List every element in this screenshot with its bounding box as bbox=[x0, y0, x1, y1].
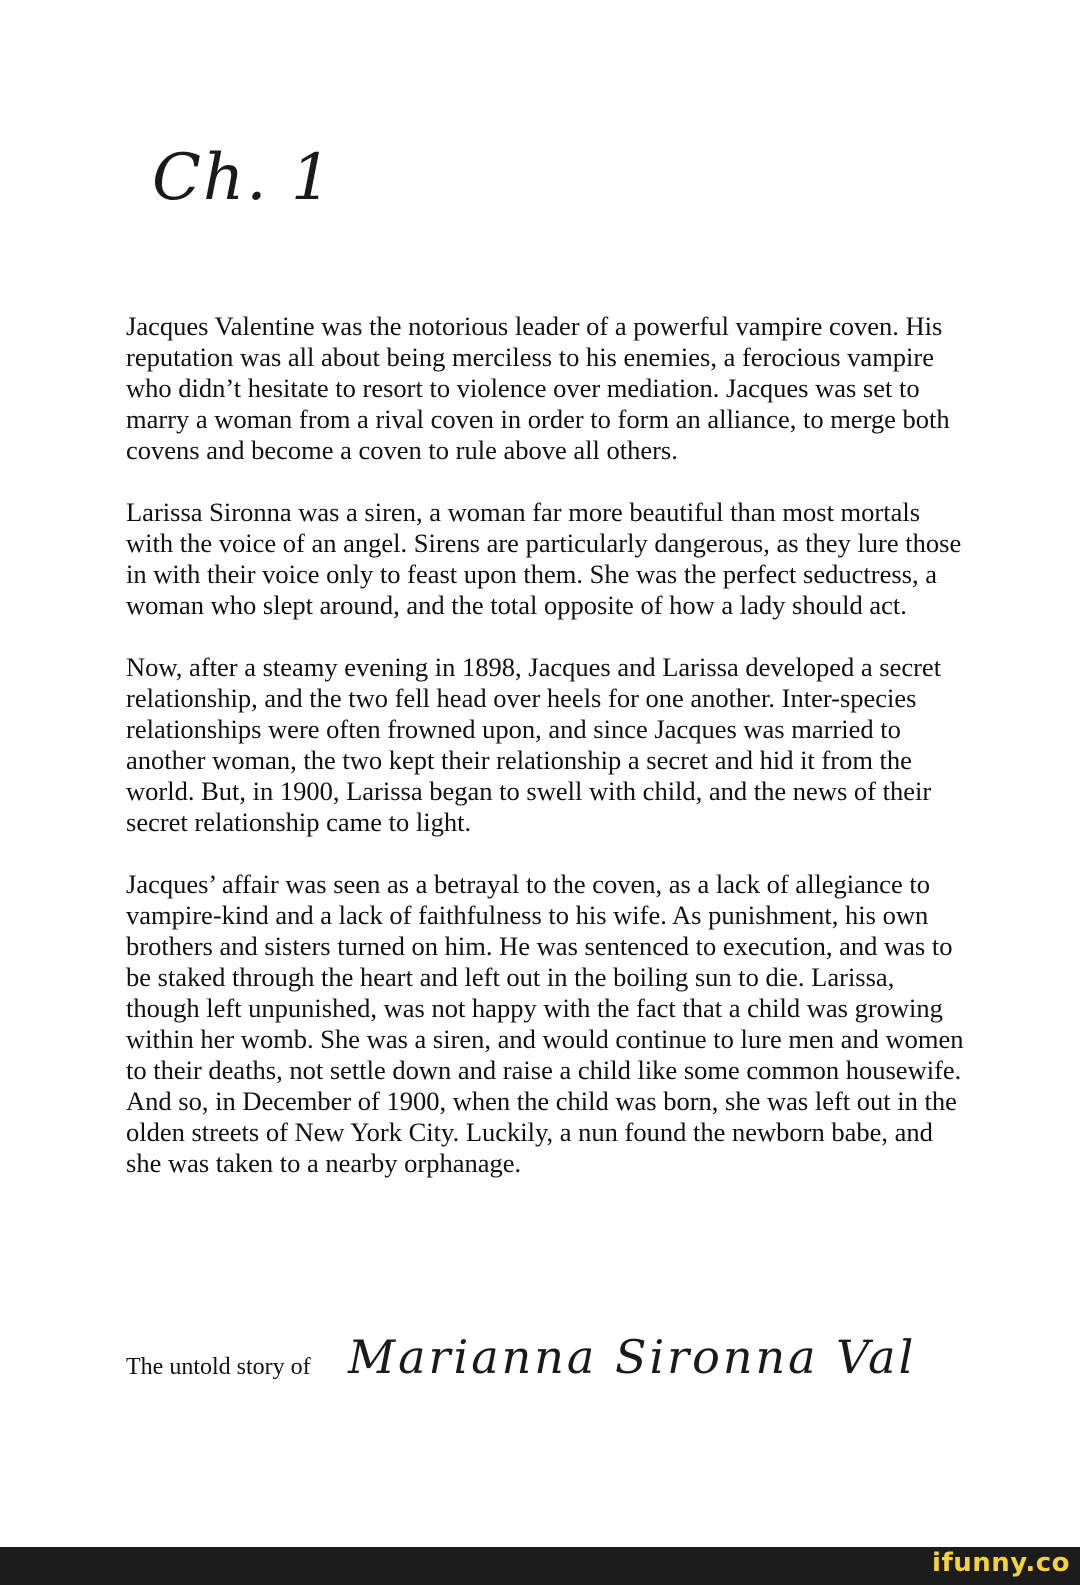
paragraph-3: Now, after a steamy evening in 1898, Jacques and Larissa developed a secret relationship, and the two fell head over heels for one another. Inter-species relationships were often frowned upon, and since Jacques was married to another woman, the two kept their relationship a secret and hid it from the world. But, in 1900, Larissa began to swell with child, and the news of their secret relationship came to light. bbox=[126, 652, 942, 837]
watermark-logo: ifunny.co bbox=[932, 1548, 1070, 1578]
paragraph-1: Jacques Valentine was the notorious leader of a powerful vampire coven. His reputation was all about being merciless to his enemies, a ferocious vampire who didn’t hesitate to resort to violence over mediation. Jacques was set to marry a woman from a rival coven in order to form an alliance, to merge both covens and become a coven to rule above all others. bbox=[126, 311, 950, 465]
story-body bbox=[126, 311, 966, 1210]
signature-name: Marianna Sironna Val bbox=[348, 1330, 917, 1384]
paragraph-4: Jacques’ affair was seen as a betrayal to the coven, as a lack of allegiance to vampire-kind and a lack of faithfulness to his wife. As punishment, his own brothers and sisters turned on him. He was sentenced to execution, and was to be staked through the heart and left out in the boiling sun to die. Larissa, though left unpunished, was not happy with the fact that a child was growing within her womb. She was a siren, and would continue to lure men and women to their deaths, not settle down and raise a child like some common housewife. And so, in December of 1900, when the child was born, she was left out in the olden streets of New York City. Luckily, a nun found the newborn babe, and she was taken to a nearby orphanage. bbox=[126, 869, 964, 1178]
chapter-heading-text: Ch. 1 bbox=[152, 141, 334, 215]
paragraph-2: Larissa Sironna was a siren, a woman far more beautiful than most mortals with the voice of an angel. Sirens are particularly dangerous, as they lure those in with their voice only to feast upon them. She was the perfect seductress, a woman who slept around, and the total opposite of how a lady should act. bbox=[126, 497, 962, 620]
signature-prefix: The untold story of bbox=[126, 1354, 311, 1380]
footer-bar bbox=[0, 1547, 1080, 1585]
signature-line bbox=[126, 1330, 946, 1410]
chapter-heading bbox=[152, 128, 372, 228]
